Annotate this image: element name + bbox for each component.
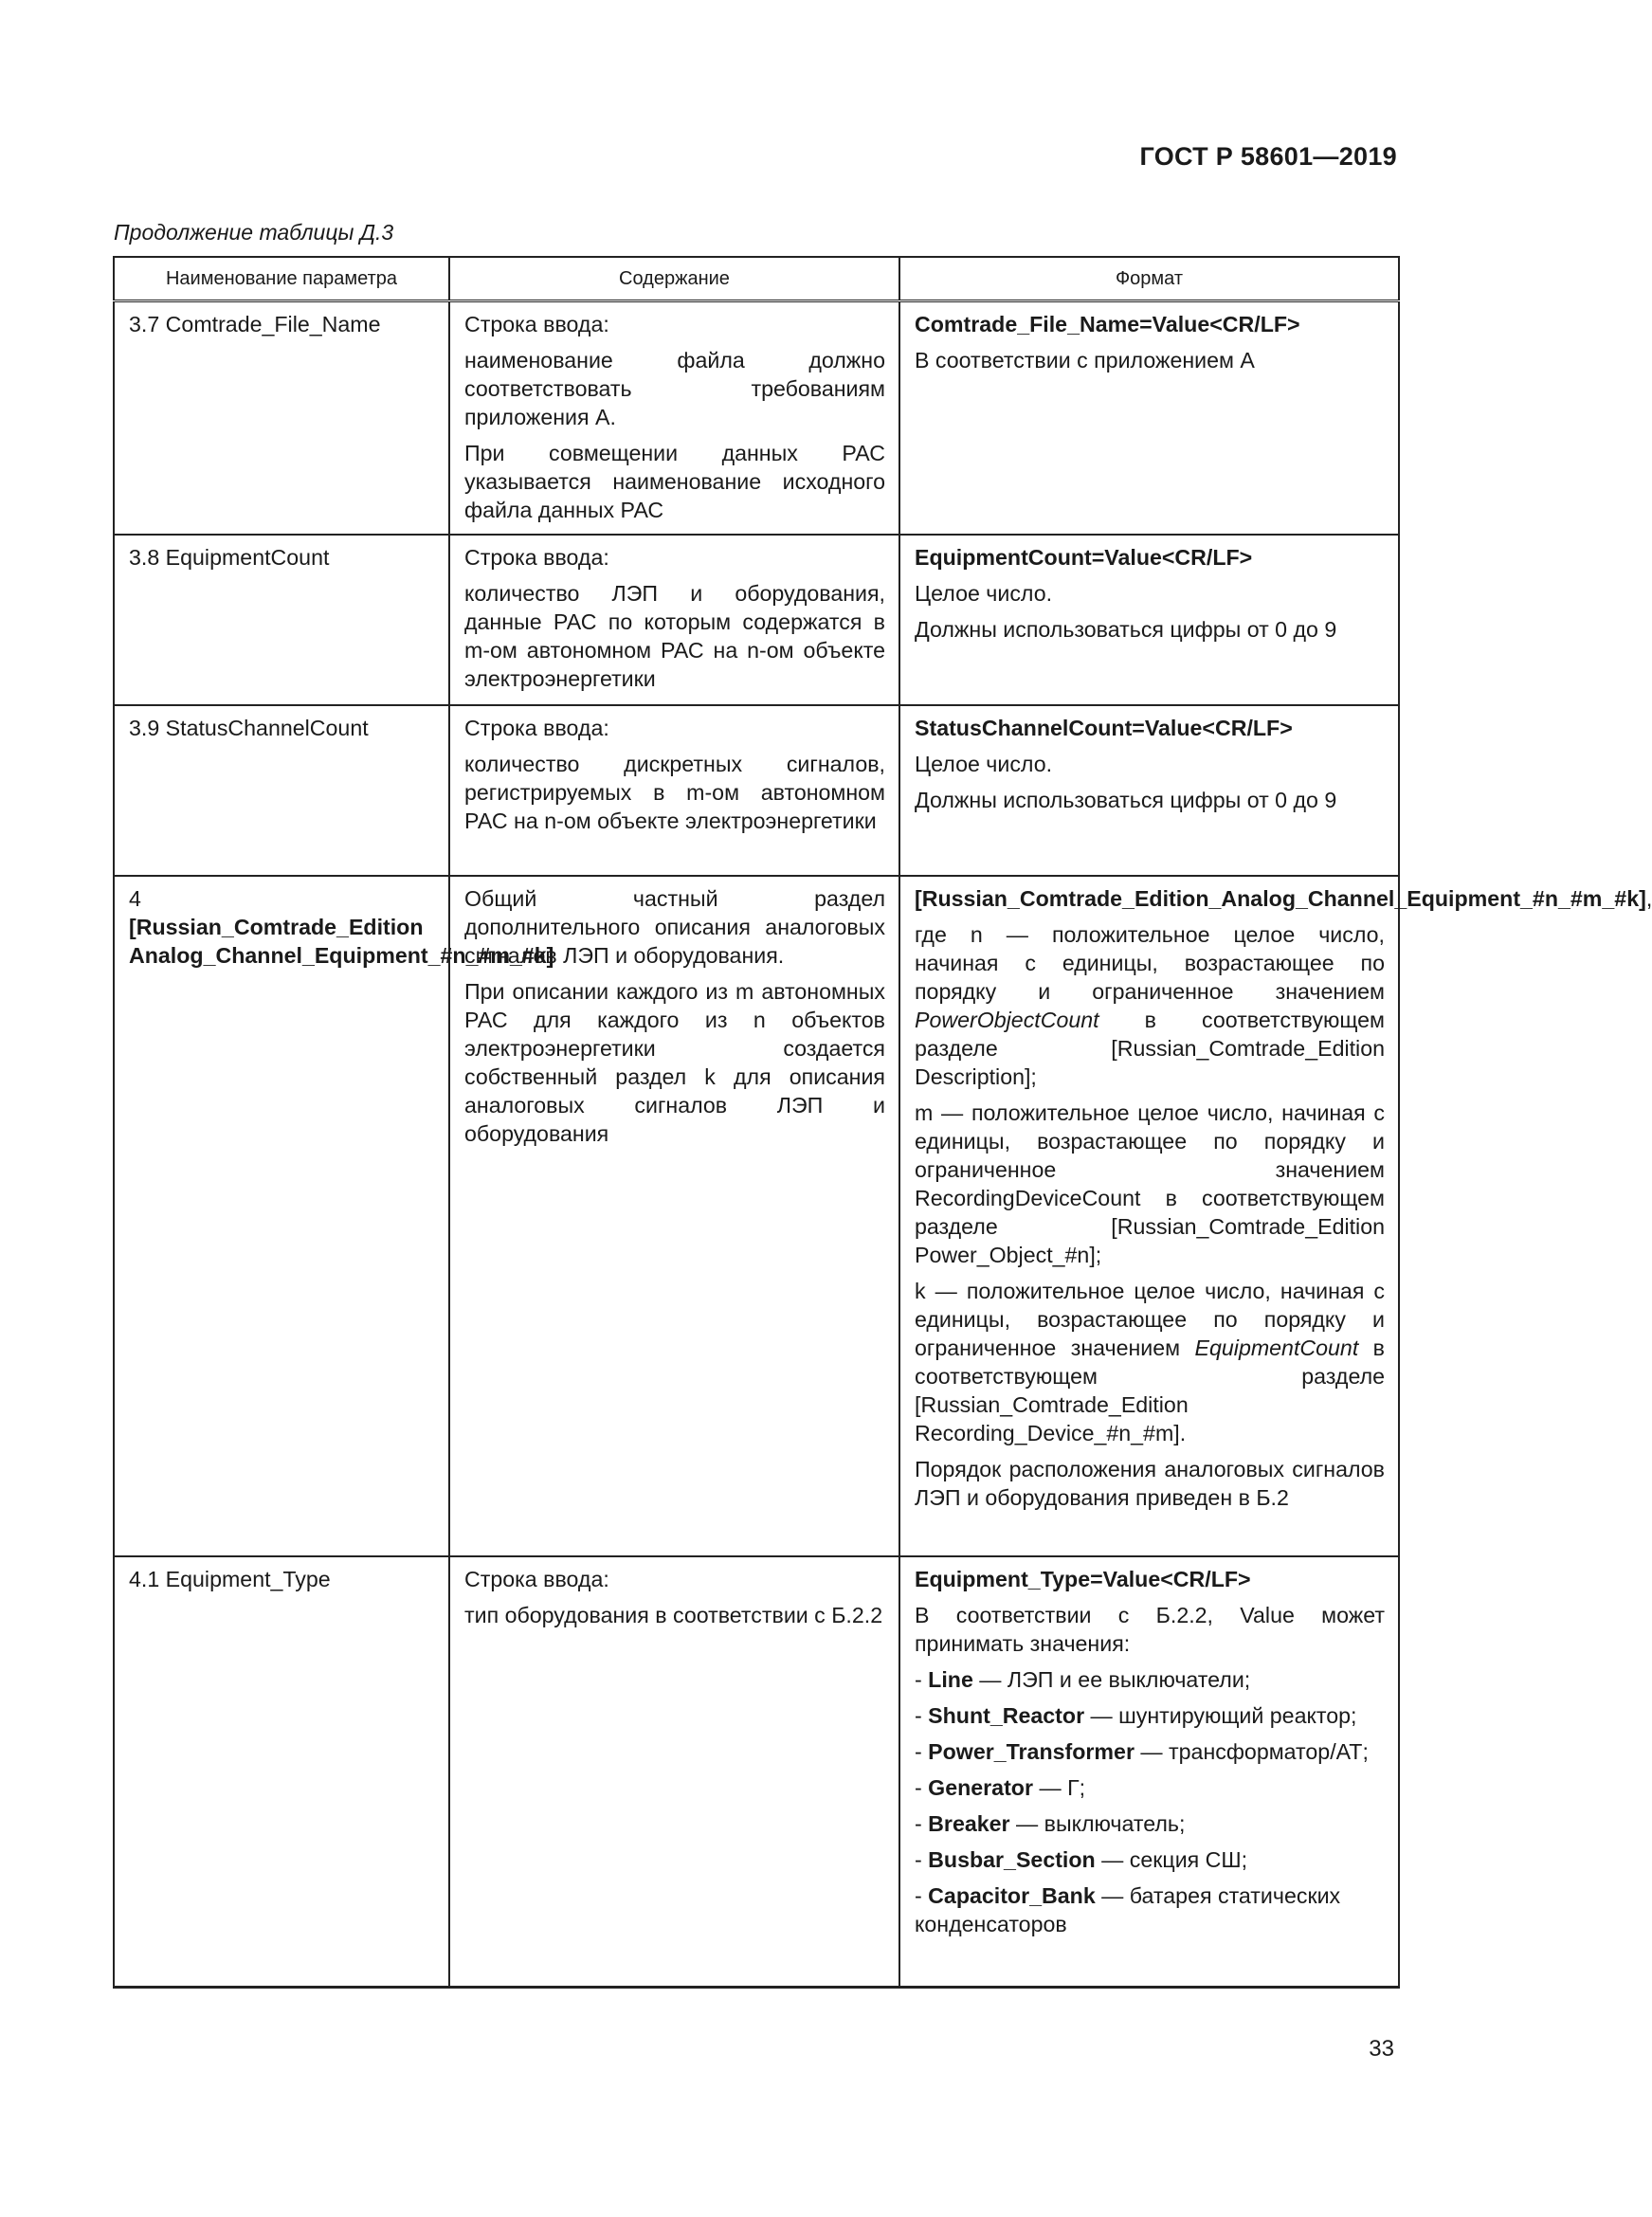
- format-text-part: k — положительное целое число, начиная с единицы, возрастающее по порядку и ограниченное значением: [915, 1279, 1385, 1360]
- param-name-cell: [114, 535, 449, 705]
- table-row: [114, 1556, 1399, 1987]
- list-item: - Capacitor_Bank — батарея статических конденсаторов: [915, 1883, 1341, 1936]
- table-row: [114, 301, 1399, 536]
- list-item: - Power_Transformer — трансформатор/АТ;: [915, 1739, 1369, 1764]
- list-item: - Busbar_Section — секция СШ;: [915, 1847, 1248, 1872]
- format-text-part: где n — положительное целое число, начиная с единицы, возрастающее по порядку и ограниченное значением: [915, 922, 1385, 1004]
- list-item: - Generator — Г;: [915, 1775, 1086, 1800]
- content-text: Строка ввода:: [464, 312, 609, 336]
- content-text: количество ЛЭП и оборудования, данные РАС по которым содержатся в m-ом автономном РАС на n-ом объекте электроэнергетики: [464, 581, 885, 691]
- table-caption: Продолжение таблицы Д.3: [114, 220, 394, 245]
- content-text: наименование файла должно соответствовать требованиям приложения А.: [464, 348, 885, 429]
- list-item: - Breaker — выключатель;: [915, 1811, 1186, 1836]
- list-item: - Line — ЛЭП и ее выключатели;: [915, 1667, 1251, 1692]
- content-cell: [449, 705, 899, 876]
- format-cell: [899, 535, 1399, 705]
- param-name: 4.1 Equipment_Type: [129, 1567, 331, 1591]
- value-desc: — выключатель;: [1009, 1811, 1186, 1836]
- content-text: количество дискретных сигналов, регистрируемых в m-ом автономном РАС на n-ом объекте электроэнергетики: [464, 752, 885, 833]
- value-key: Generator: [928, 1775, 1033, 1800]
- param-name: 3.9 StatusChannelCount: [129, 716, 369, 740]
- format-cell: [899, 301, 1399, 536]
- param-name-cell: [114, 705, 449, 876]
- param-name-number: 4: [129, 886, 141, 911]
- value-desc: — Г;: [1033, 1775, 1086, 1800]
- value-desc: — ЛЭП и ее выключатели;: [972, 1667, 1251, 1692]
- format-text: В соответствии с приложением А: [915, 348, 1255, 373]
- format-syntax: Comtrade_File_Name=Value<CR/LF>: [915, 312, 1300, 336]
- param-name-cell: [114, 1556, 449, 1987]
- column-header-format: Формат: [899, 257, 1399, 301]
- page-number: 33: [1369, 2036, 1394, 2062]
- param-name: [129, 884, 554, 970]
- format-cell: [899, 705, 1399, 876]
- value-key: Line: [928, 1667, 973, 1692]
- value-key: Power_Transformer: [928, 1739, 1135, 1764]
- column-header-content: Содержание: [449, 257, 899, 301]
- format-text: Целое число.: [915, 752, 1053, 776]
- value-desc: — трансформатор/АТ;: [1134, 1739, 1369, 1764]
- value-desc: — батарея статических конденсаторов: [915, 1883, 1341, 1936]
- value-key: Breaker: [928, 1811, 1010, 1836]
- value-desc: — шунтирующий реактор;: [1084, 1703, 1357, 1728]
- param-name-cell: [114, 876, 554, 1556]
- param-name: 3.7 Comtrade_File_Name: [129, 312, 381, 336]
- content-cell: [449, 1556, 899, 1987]
- content-text: Строка ввода:: [464, 716, 609, 740]
- standard-header: ГОСТ Р 58601—2019: [1139, 142, 1397, 171]
- format-syntax: Equipment_Type=Value<CR/LF>: [915, 1567, 1251, 1591]
- content-cell: [449, 876, 899, 1556]
- content-text: Строка ввода:: [464, 545, 609, 570]
- format-text-n: [915, 920, 1385, 1091]
- param-name-cell: [114, 301, 449, 536]
- format-syntax: EquipmentCount=Value<CR/LF>: [915, 545, 1253, 570]
- content-text: тип оборудования в соответствии с Б.2.2: [464, 1603, 883, 1627]
- format-syntax: StatusChannelCount=Value<CR/LF>: [915, 716, 1293, 740]
- format-syntax: [915, 884, 1652, 913]
- table-header-row: [114, 257, 1399, 301]
- parameter-table: [113, 256, 1652, 1989]
- format-text: В соответствии с Б.2.2, Value может принимать значения:: [915, 1603, 1385, 1656]
- value-key: Shunt_Reactor: [928, 1703, 1085, 1728]
- value-desc: — секция СШ;: [1095, 1847, 1248, 1872]
- format-cell: [899, 1556, 1399, 1987]
- format-text-part: в соответствующем разделе [Russian_Comtrade_Edition Description];: [915, 1008, 1385, 1089]
- format-section-title-suffix: ,: [1645, 886, 1652, 911]
- value-key: Busbar_Section: [928, 1847, 1096, 1872]
- format-text-part: в соответствующем разделе [Russian_Comtrade_Edition Recording_Device_#n_#m].: [915, 1336, 1386, 1445]
- table-row: [114, 705, 1399, 876]
- content-cell: [449, 301, 899, 536]
- content-text: Общий частный раздел дополнительного описания аналоговых сигналов ЛЭП и оборудования.: [464, 886, 885, 968]
- format-text: Должны использоваться цифры от 0 до 9: [915, 788, 1337, 812]
- content-cell: [449, 535, 899, 705]
- content-text: При совмещении данных РАС указывается наименование исходного файла данных РАС: [464, 441, 885, 522]
- table-row: [114, 876, 1399, 1556]
- column-header-name: Наименование параметра: [114, 257, 449, 301]
- format-text: Порядок расположения аналоговых сигналов ЛЭП и оборудования приведен в Б.2: [915, 1457, 1385, 1510]
- list-item: - Shunt_Reactor — шунтирующий реактор;: [915, 1703, 1357, 1728]
- format-cell: [899, 876, 1652, 1556]
- value-key: Capacitor_Bank: [928, 1883, 1096, 1908]
- format-text-italic: PowerObjectCount: [915, 1008, 1099, 1032]
- format-text-italic: EquipmentCount: [1194, 1336, 1359, 1360]
- content-text: При описании каждого из m автономных РАС для каждого из n объектов электроэнергетики создается собственный раздел k для описания аналоговых сигналов ЛЭП и оборудования: [464, 979, 885, 1146]
- param-name: 3.8 EquipmentCount: [129, 545, 330, 570]
- format-text: Целое число.: [915, 581, 1053, 606]
- format-section-title: [Russian_Comtrade_Edition_Analog_Channel_Equipment_#n_#m_#k]: [915, 886, 1646, 911]
- format-text: Должны использоваться цифры от 0 до 9: [915, 617, 1337, 642]
- table-row: [114, 535, 1399, 705]
- param-name-section: [Russian_Comtrade_Edition Analog_Channel_Equipment_#n_#m_#k]: [129, 915, 554, 968]
- content-text: Строка ввода:: [464, 1567, 609, 1591]
- format-text-k: [915, 1277, 1385, 1447]
- format-text-m: m — положительное целое число, начиная с единицы, возрастающее по порядку и ограниченное значением RecordingDeviceCount в соответствующем разделе [Russian_Comtrade_Edition Power_Object_#n];: [915, 1100, 1385, 1267]
